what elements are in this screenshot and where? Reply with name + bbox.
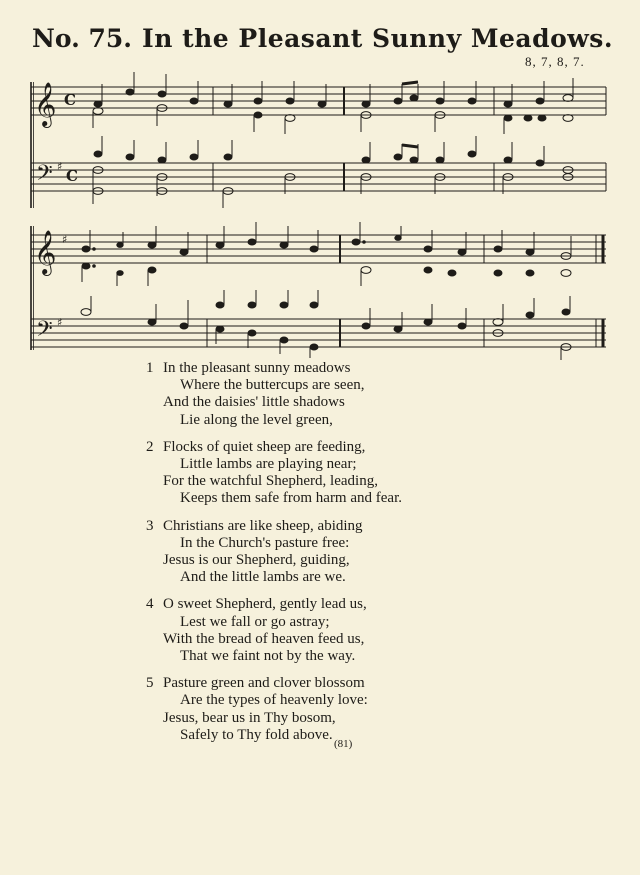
svg-text:C: C: [64, 91, 76, 109]
verse-line: Are the types of heavenly love:: [180, 692, 368, 709]
verse-line: And the little lambs are we.: [180, 569, 346, 586]
verse-line: Jesus is our Shepherd, guiding,: [163, 552, 350, 569]
notes-system-2-bass: [81, 290, 571, 360]
verse-line: Keeps them safe from harm and fear.: [180, 490, 402, 507]
notes-system-1-bass: [93, 136, 573, 208]
verse-line: O sweet Shepherd, gently lead us,: [163, 596, 367, 613]
verse-line: Little lambs are playing near;: [180, 456, 357, 473]
page-number: (81): [334, 738, 353, 750]
verse-line: That we faint not by the way.: [180, 648, 356, 665]
verse-line: Flocks of quiet sheep are feeding,: [163, 438, 366, 455]
verse-line: And the daisies' little shadows: [163, 394, 345, 411]
verse-number: 2: [146, 438, 154, 455]
meter-label: 8, 7, 8, 7.: [525, 54, 585, 69]
bass-clef-icon: 𝄢: [36, 161, 53, 191]
verse-line: Lest we fall or go astray;: [180, 613, 330, 630]
verse-line: Lie along the level green,: [180, 411, 333, 428]
staff-bass-2: [31, 319, 606, 347]
verse-2: [146, 439, 566, 508]
hymn-title: In the Pleasant Sunny Meadows.: [142, 24, 614, 53]
verse-number: 5: [146, 675, 154, 692]
treble-clef-icon: 𝄞: [34, 230, 57, 274]
verse-line: Christians are like sheep, abiding: [163, 517, 363, 534]
verse-line: For the watchful Shepherd, leading,: [163, 473, 378, 490]
verse-line: Pasture green and clover blossom: [163, 675, 365, 692]
svg-text:♯: ♯: [57, 316, 63, 329]
verse-5: [146, 675, 566, 744]
verse-number: 4: [146, 596, 154, 613]
svg-text:♯: ♯: [62, 233, 68, 246]
svg-text:♯: ♯: [57, 160, 63, 173]
verse-line: Where the buttercups are seen,: [180, 377, 365, 394]
verse-line: Jesus, bear us in Thy bosom,: [163, 709, 336, 726]
verse-line: With the bread of heaven feed us,: [163, 630, 365, 647]
treble-clef-icon: 𝄞: [34, 82, 57, 126]
staff-treble-1: [31, 87, 606, 115]
verse-line: Safely to Thy fold above.: [180, 726, 333, 743]
verse-number: 3: [146, 517, 154, 534]
notes-system-2-treble: [82, 222, 571, 286]
hymn-number: No. 75.: [32, 24, 132, 53]
verse-number: 1: [146, 360, 154, 376]
bass-clef-icon: 𝄢: [36, 317, 53, 347]
staff-bass-1: [31, 163, 606, 191]
svg-text:C: C: [66, 167, 78, 185]
notes-system-1-treble: [93, 72, 573, 134]
verse-line: In the pleasant sunny meadows: [163, 360, 351, 376]
verse-4: [146, 596, 566, 665]
music-score: [0, 0, 640, 360]
verse-1: [146, 360, 566, 429]
verse-3: [146, 518, 566, 587]
hymn-verses: [146, 360, 566, 754]
verse-line: In the Church's pasture free:: [180, 534, 350, 551]
